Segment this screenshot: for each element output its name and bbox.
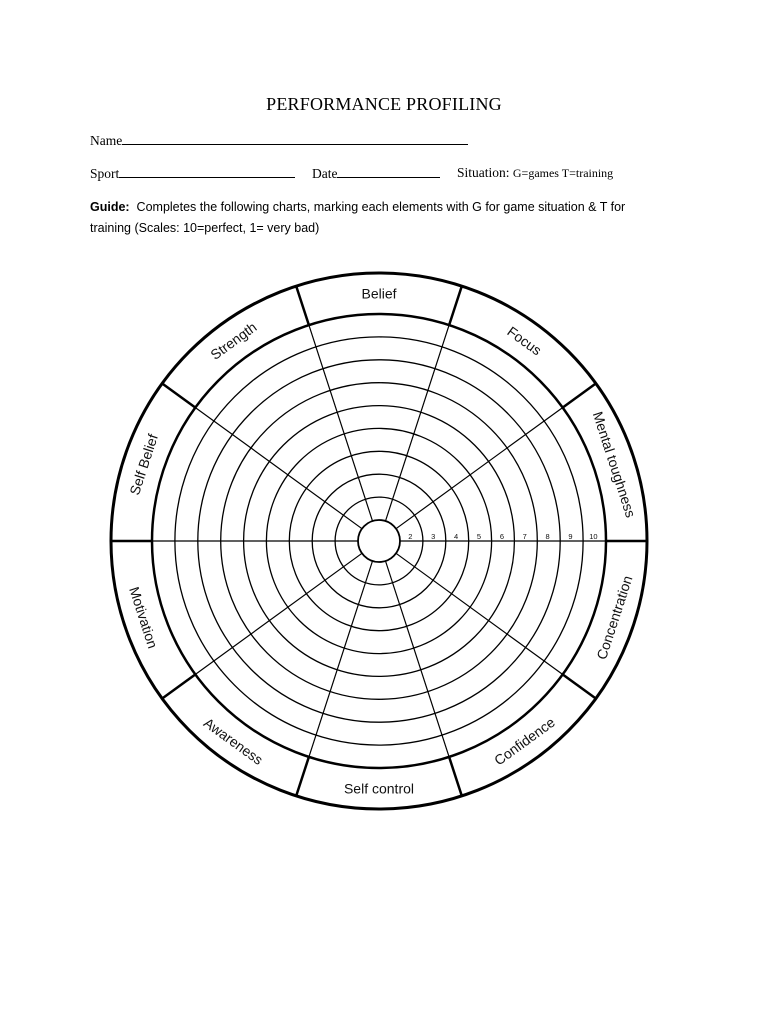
scale-ring — [221, 383, 538, 700]
name-label: Name — [90, 133, 123, 148]
date-blank[interactable] — [337, 165, 440, 178]
segment-label: Motivation — [126, 584, 162, 651]
guide-label: Guide: — [90, 200, 130, 214]
scale-tick-label: 6 — [499, 532, 504, 541]
spoke-line — [195, 553, 362, 674]
scale-ring — [335, 497, 423, 585]
segment-label: Mental toughness — [589, 409, 640, 520]
scale-ring — [266, 428, 491, 653]
date-field[interactable] — [312, 165, 440, 182]
band-divider — [296, 757, 309, 796]
band-divider — [162, 384, 195, 408]
segment-label: Belief — [361, 285, 397, 302]
segment-label: Self Belief — [126, 432, 161, 497]
segment-label: Focus — [504, 323, 545, 359]
scale-tick-label: 8 — [545, 532, 550, 541]
scale-ring — [198, 360, 560, 722]
sport-label: Sport — [90, 166, 120, 181]
guide-text — [90, 197, 680, 239]
name-blank[interactable] — [122, 132, 468, 145]
scale-ring — [312, 474, 446, 608]
scale-ring — [152, 314, 606, 768]
scale-ring — [289, 451, 468, 630]
center-circle — [358, 520, 400, 562]
guide-body: Completes the following charts, marking each elements with G for game situation & T for — [136, 200, 626, 214]
band-divider — [449, 757, 462, 796]
segment-label: Concentration — [593, 573, 636, 662]
guide-body-2: training (Scales: 10=perfect, 1= very bad) — [90, 221, 320, 235]
band-divider — [296, 286, 309, 325]
scale-tick-label: 9 — [568, 532, 573, 541]
name-field[interactable] — [90, 132, 468, 149]
scale-tick-label: 3 — [431, 532, 436, 541]
spoke-line — [396, 408, 563, 529]
outer-ring — [111, 273, 647, 809]
band-divider — [563, 384, 596, 408]
scale-tick-label: 4 — [454, 532, 459, 541]
segment-label: Awareness — [200, 714, 267, 768]
segment-label: Strength — [207, 318, 260, 363]
band-divider — [449, 286, 462, 325]
scale-tick-label: 7 — [522, 532, 527, 541]
segment-label: Self control — [343, 780, 415, 797]
situation-label: Situation: — [457, 165, 510, 180]
scale-tick-label: 2 — [408, 532, 413, 541]
spoke-line — [309, 561, 373, 757]
scale-tick-label: 5 — [476, 532, 482, 541]
situation-field — [457, 165, 613, 181]
band-divider — [162, 674, 195, 698]
spoke-line — [195, 408, 362, 529]
page-title: PERFORMANCE PROFILING — [266, 94, 502, 114]
sport-blank[interactable] — [119, 165, 295, 178]
spoke-line — [396, 553, 563, 674]
spoke-line — [386, 325, 450, 521]
date-label: Date — [312, 166, 338, 181]
situation-value: G=games T=training — [512, 166, 614, 180]
scale-ring — [244, 406, 515, 677]
sport-field[interactable] — [90, 165, 295, 182]
band-divider — [563, 674, 596, 698]
spoke-line — [386, 561, 450, 757]
segment-label: Confidence — [491, 713, 558, 769]
scale-tick-label: 10 — [589, 532, 598, 541]
spoke-line — [309, 325, 373, 521]
inner-ring — [152, 314, 606, 768]
scale-ring — [175, 337, 583, 745]
